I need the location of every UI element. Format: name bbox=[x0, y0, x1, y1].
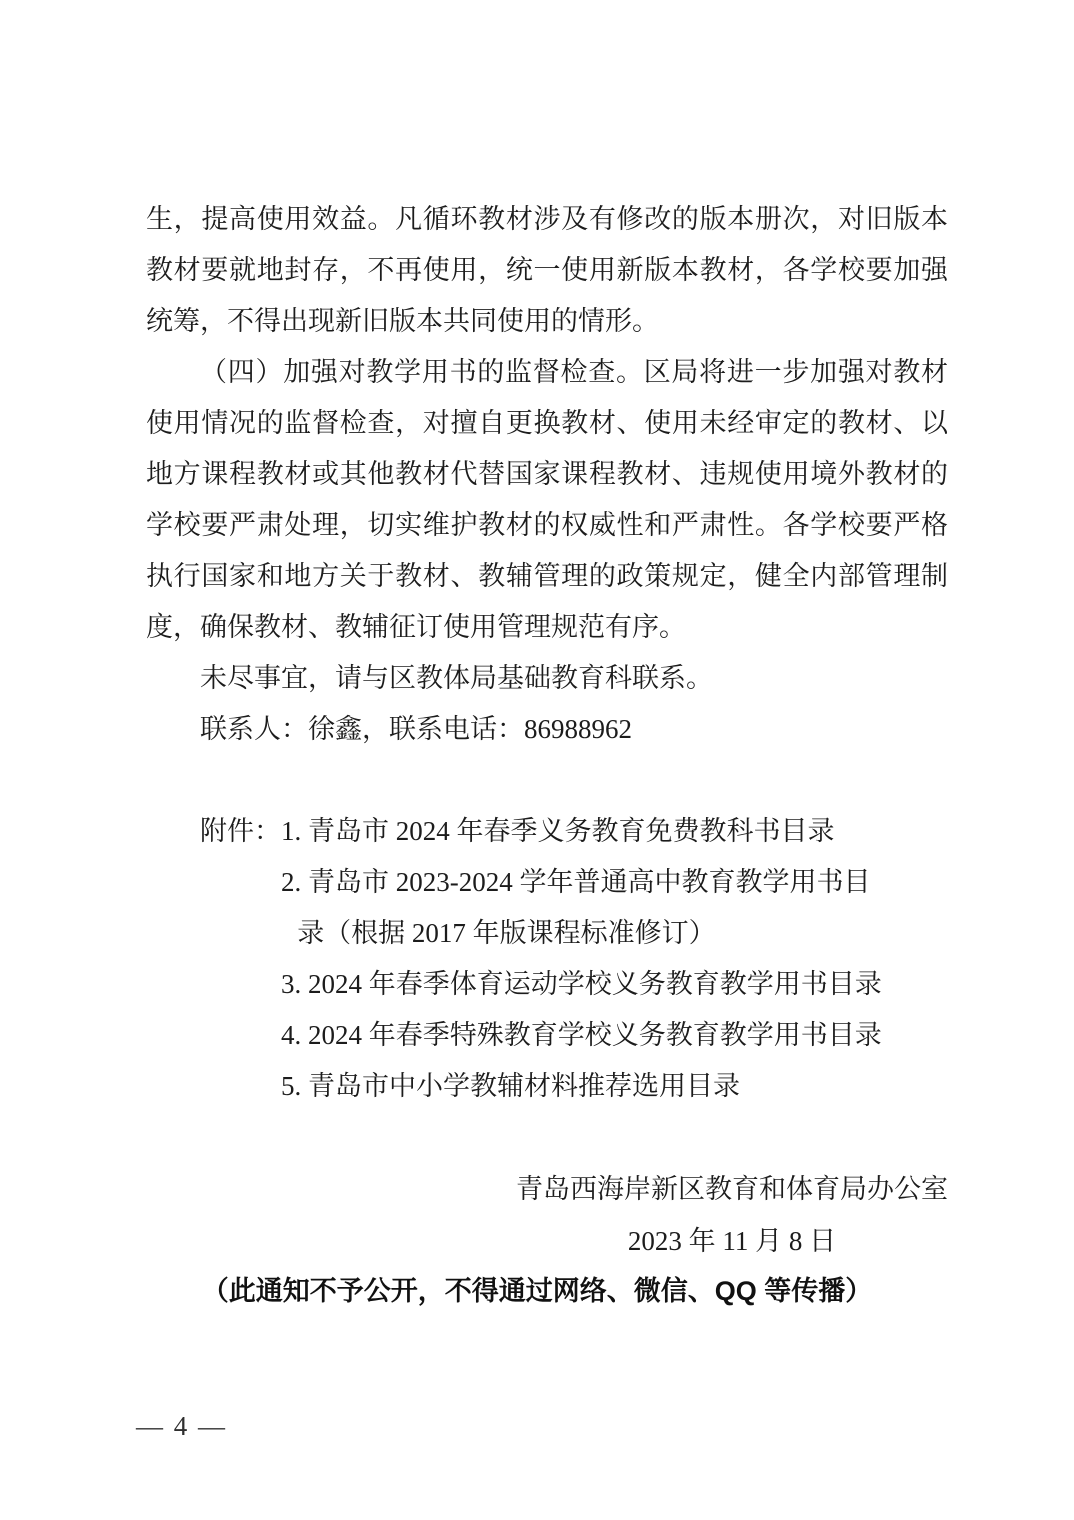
attachments-label: 附件： bbox=[200, 816, 281, 846]
paragraph-continuation: 生，提高使用效益。凡循环教材涉及有修改的版本册次，对旧版本教材要就地封存，不再使用，统一使用新版本教材，各学校要加强统筹，不得出现新旧版本共同使用的情形。 bbox=[146, 204, 948, 336]
attachment-item-text: 3. 2024 年春季体育运动学校义务教育教学用书目录 bbox=[281, 969, 882, 999]
attachment-item-3 bbox=[281, 959, 948, 1010]
document-body bbox=[146, 194, 948, 1315]
attachment-item-text: 4. 2024 年春季特殊教育学校义务教育教学用书目录 bbox=[281, 1020, 882, 1050]
attachments-section bbox=[146, 806, 948, 1112]
attachment-item-text-continuation: 录（根据 2017 年版课程标准修订） bbox=[297, 918, 716, 948]
confidential-notice: （此通知不予公开，不得通过网络、微信、QQ 等传播） bbox=[201, 1276, 873, 1306]
attachment-item-2 bbox=[281, 857, 948, 959]
section-4-text: 区局将进一步加强对教材使用情况的监督检查，对擅自更换教材、使用未经审定的教材、以地方课程教材或其他教材代替国家课程教材、违规使用境外教材的学校要严肃处理，切实维护教材的权威性和严肃性。各学校要严格执行国家和地方关于教材、教辅管理的政策规定，健全内部管理制度，确保教材、教辅征订使用管理规范有序。 bbox=[146, 357, 949, 642]
signature-organization: 青岛西海岸新区教育和体育局办公室 bbox=[516, 1174, 948, 1204]
closing-note: 未尽事宜，请与区教体局基础教育科联系。 bbox=[200, 663, 713, 693]
signature-block bbox=[146, 1163, 948, 1267]
section-4-heading: （四）加强对教学用书的监督检查。 bbox=[200, 357, 644, 387]
page-number: — 4 — bbox=[136, 1411, 227, 1441]
attachment-item-text: 2. 青岛市 2023-2024 学年普通高中教育教学用书目 bbox=[281, 867, 871, 897]
attachment-item-1 bbox=[281, 806, 948, 857]
attachment-item-text: 5. 青岛市中小学教辅材料推荐选用目录 bbox=[281, 1071, 740, 1101]
paragraph-section-4 bbox=[146, 347, 948, 653]
attachment-item-text: 1. 青岛市 2024 年春季义务教育免费教科书目录 bbox=[281, 816, 835, 846]
signature-date: 2023 年 11 月 8 日 bbox=[627, 1226, 837, 1256]
attachment-item-5 bbox=[281, 1061, 948, 1112]
attachments-list bbox=[281, 806, 948, 1112]
contact-line: 联系人：徐鑫，联系电话：86988962 bbox=[200, 714, 632, 744]
attachment-item-4 bbox=[281, 1010, 948, 1061]
